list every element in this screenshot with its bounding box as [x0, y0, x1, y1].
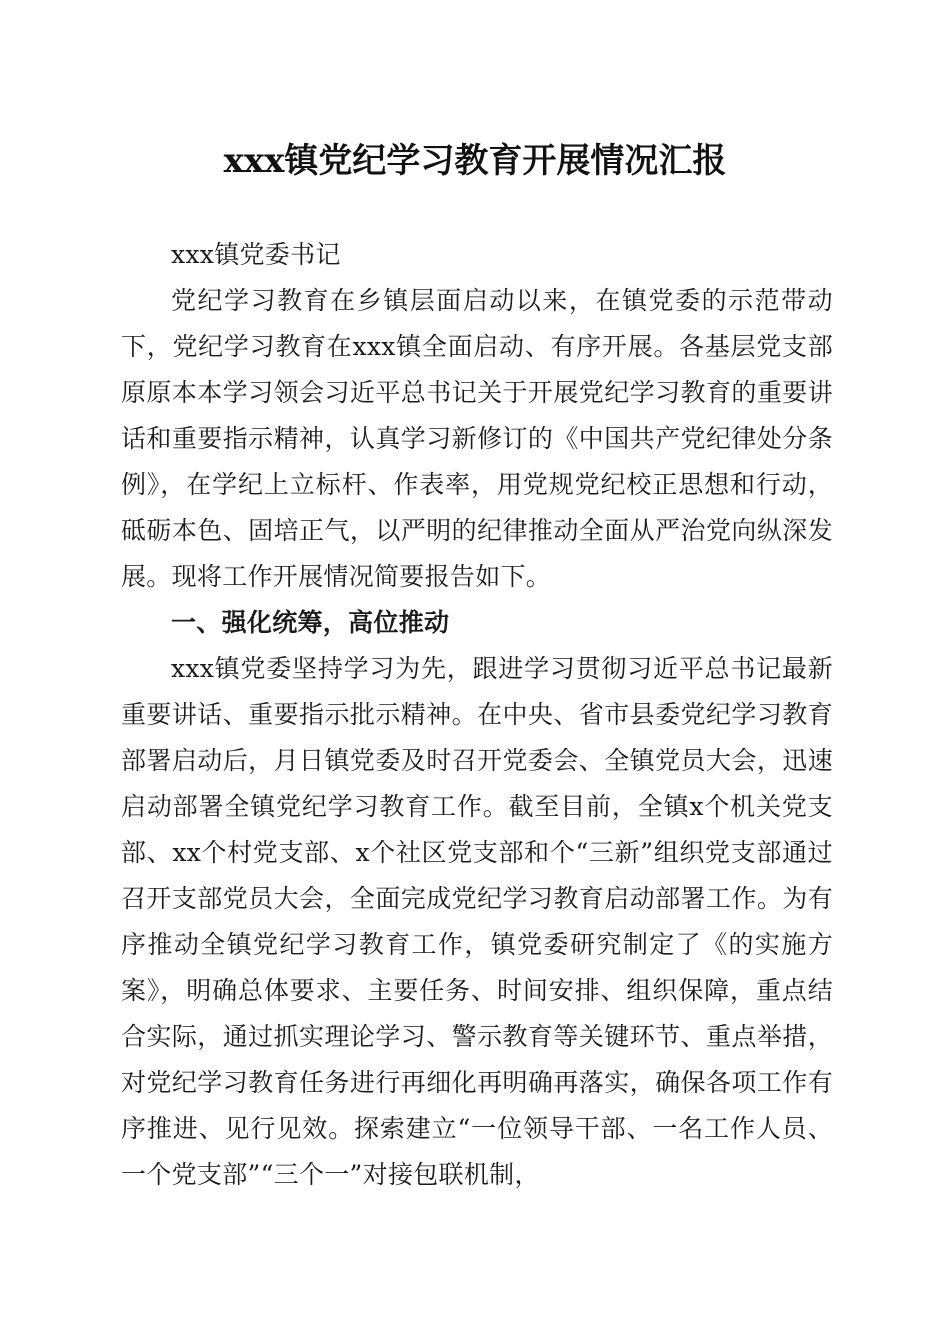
intro-paragraph: 党纪学习教育在乡镇层面启动以来，在镇党委的示范带动下，党纪学习教育在xxx镇全面启动、有序开展。各基层党支部原原本本学习领会习近平总书记关于开展党纪学习教育的重要讲话和重要指示精神，认真学习新修订的《中国共产党纪律处分条例》，在学纪上立标杆、作表率，用党规党纪校正思想和行动，砥砺本色、固培正气，以严明的纪律推动全面从严治党向纵深发展。现将工作开展情况简要报告如下。	[121, 286, 833, 591]
section-paragraph: xxx镇党委坚持学习为先，跟进学习贯彻习近平总书记最新重要讲话、重要指示批示精神。在中央、省市县委党纪学习教育部署启动后，月日镇党委及时召开党委会、全镇党员大会，迅速启动部署全镇党纪学习教育工作。截至目前，全镇x个机关党支部、xx个村党支部、x个社区党支部和个“三新”组织党支部通过召开支部党员大会，全面完成党纪学习教育启动部署工作。为有序推动全镇党纪学习教育工作，镇党委研究制定了《的实施方案》，明确总体要求、主要任务、时间安排、组织保障，重点结合实际，通过抓实理论学习、警示教育等关键环节、重点举措，对党纪学习教育任务进行再细化再明确再落实，确保各项工作有序推进、见行见效。探索建立“一位领导干部、一名工作人员、一个党支部”“三个一”对接包联机制，	[121, 654, 833, 1189]
author-line: xxx镇党委书记	[171, 240, 341, 269]
section-heading: 一、强化统筹，高位推动	[171, 608, 450, 637]
document-body	[121, 232, 833, 1198]
document-title: xxx镇党纪学习教育开展情况汇报	[223, 141, 727, 181]
